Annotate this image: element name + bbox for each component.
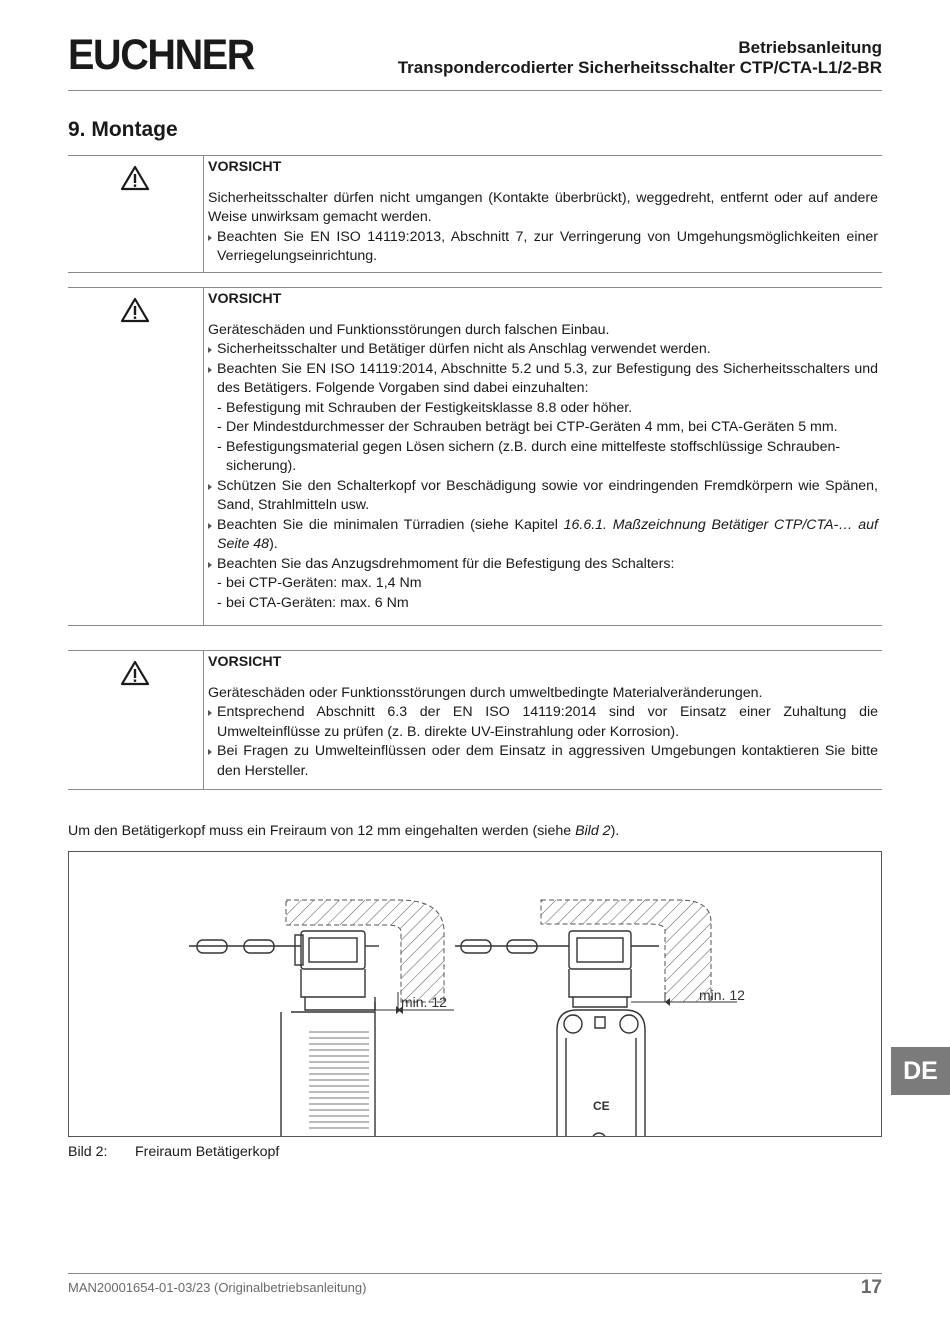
warning-triangle-icon	[120, 660, 150, 686]
intro-text: Um den Betätigerkopf muss ein Freiraum von 12 mm eingehalten werden (siehe	[68, 823, 576, 839]
caution-icon-cell	[68, 156, 204, 272]
figure-caption	[68, 1144, 279, 1160]
caution-subitem: - Befestigungsmaterial gegen Lösen sichern (z.B. durch eine mittelfeste stoffschlüssige Schrauben-sicherung).	[208, 438, 878, 477]
language-tab-de: DE	[891, 1047, 950, 1095]
caution-title: VORSICHT	[208, 654, 282, 670]
dimension-label-right: min. 12	[699, 987, 745, 1003]
clearance-drawing	[69, 852, 881, 1136]
figure-caption-label: Bild 2:	[68, 1144, 108, 1160]
section-title: 9. Montage	[68, 118, 178, 141]
dimension-label-left: min. 12	[401, 994, 447, 1010]
caution-bullet: Sicherheitsschalter und Betätiger dürfen nicht als Anschlag verwendet werden.	[208, 340, 878, 360]
caution-bullet: Entsprechend Abschnitt 6.3 der EN ISO 14119:2014 sind vor Einsatz einer Zuhaltung die Umwelteinflüsse zu prüfen (z. B. direkte UV-Einstrahlung oder Korrosion).	[208, 703, 878, 742]
right-view	[455, 900, 737, 1136]
caution-intro: Geräteschäden und Funktionsstörungen durch falschen Einbau.	[208, 321, 610, 338]
warning-triangle-icon	[120, 165, 150, 191]
document-title	[398, 38, 882, 78]
caution-intro: Sicherheitsschalter dürfen nicht umgangen (Kontakte überbrückt), weggedreht, entfernt oder auf andere Weise unwirksam gemacht werden.	[208, 189, 878, 225]
caution-subitem: - bei CTP-Geräten: max. 1,4 Nm	[208, 574, 878, 594]
caution-box-2	[68, 287, 882, 626]
header-divider	[68, 90, 882, 91]
caution-box-1	[68, 155, 882, 273]
caution-bullet: Schützen Sie den Schalterkopf vor Beschädigung sowie vor eindringenden Fremdkörpern wie Spänen, Sand, Strahlmitteln usw.	[208, 477, 878, 516]
caution-bullet: Beachten Sie EN ISO 14119:2013, Abschnitt 7, zur Verringerung von Umgehungsmöglichkeiten einer Verriegelungseinrichtung.	[208, 228, 878, 267]
figure-caption-text: Freiraum Betätigerkopf	[135, 1144, 280, 1160]
intro-text-end: ).	[610, 823, 620, 839]
caution-bullet: Bei Fragen zu Umwelteinflüssen oder dem Einsatz in aggressiven Umgebungen kontaktieren Sie bitte den Hersteller.	[208, 742, 878, 781]
caution-bullet: Beachten Sie das Anzugsdrehmoment für die Befestigung des Schalters:	[208, 555, 878, 575]
figure-reference-link[interactable]: Bild 2	[575, 823, 611, 839]
document-title-line1: Betriebsanleitung	[738, 38, 882, 57]
left-view	[189, 900, 454, 1136]
footer-divider	[68, 1273, 882, 1274]
caution-subitem: - bei CTA-Geräten: max. 6 Nm	[208, 594, 878, 614]
caution-bullet: Beachten Sie EN ISO 14119:2014, Abschnitte 5.2 und 5.3, zur Befestigung des Sicherheitsschalters und des Betätigers. Folgende Vorgaben sind dabei einzuhalten:	[208, 360, 878, 399]
caution-title: VORSICHT	[208, 159, 282, 175]
figure-clearance-drawing	[68, 851, 882, 1137]
page-number: 17	[860, 1277, 882, 1298]
caution-bullet-text: ).	[269, 536, 278, 552]
caution-title: VORSICHT	[208, 291, 282, 307]
caution-icon-cell	[68, 651, 204, 789]
euchner-logo: EUCHNER	[68, 31, 254, 79]
caution-bullet	[208, 516, 878, 555]
caution-subitem: - Der Mindestdurchmesser der Schrauben beträgt bei CTP-Geräten 4 mm, bei CTA-Geräten 5 mm.	[208, 418, 878, 438]
footer-document-id: MAN20001654-01-03/23 (Originalbetriebsanleitung)	[68, 1280, 367, 1295]
caution-icon-cell	[68, 288, 204, 625]
figure-intro-text	[68, 823, 619, 839]
caution-subitem: - Befestigung mit Schrauben der Festigkeitsklasse 8.8 oder höher.	[208, 399, 878, 419]
caution-box-3	[68, 650, 882, 790]
caution-bullet-text: Beachten Sie die minimalen Türradien (siehe Kapitel	[217, 516, 564, 533]
warning-triangle-icon	[120, 297, 150, 323]
chapter-reference-link[interactable]: 16.6.1. Maßzeichnung Betätiger CTP/CTA-… auf Seite 48	[217, 516, 878, 552]
caution-intro: Geräteschäden oder Funktionsstörungen durch umweltbedingte Materialveränderungen.	[208, 684, 763, 701]
ce-mark: CE	[593, 1099, 610, 1113]
document-title-line2: Transpondercodierter Sicherheitsschalter CTP/CTA-L1/2-BR	[397, 58, 882, 77]
